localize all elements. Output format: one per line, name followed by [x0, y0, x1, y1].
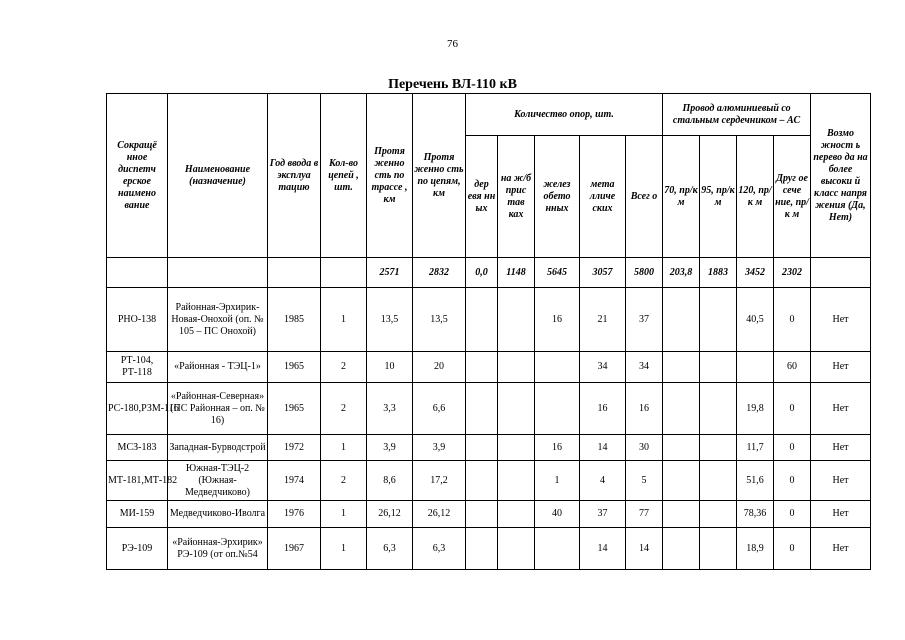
table-title: Перечень ВЛ-110 кВ — [388, 77, 517, 92]
cell-other-section: 60 — [774, 352, 811, 383]
cell-name: Западная-Бурводстрой — [168, 435, 268, 461]
cell-ac120: 78,36 — [737, 501, 774, 528]
header-wooden: дер евя нн ых — [466, 136, 498, 258]
header-metal: мета лличе ских — [580, 136, 626, 258]
totals-cell — [268, 258, 321, 288]
cell-ac70 — [663, 528, 700, 570]
cell-upgrade: Нет — [811, 501, 871, 528]
header-ac120: 120, пр/к м — [737, 136, 774, 258]
cell-ac70 — [663, 288, 700, 352]
totals-cell — [168, 258, 268, 288]
cell-ac95 — [700, 352, 737, 383]
cell-route-length: 6,3 — [367, 528, 413, 570]
cell-route-length: 26,12 — [367, 501, 413, 528]
table-row — [107, 435, 871, 461]
cell-route-length: 3,9 — [367, 435, 413, 461]
cell-rc-attachments — [498, 461, 535, 501]
cell-reinforced-concrete: 16 — [535, 435, 580, 461]
cell-circuit-length: 20 — [413, 352, 466, 383]
cell-reinforced-concrete — [535, 352, 580, 383]
cell-route-length: 8,6 — [367, 461, 413, 501]
cell-ac120: 51,6 — [737, 461, 774, 501]
cell-ac95 — [700, 461, 737, 501]
cell-circuits: 2 — [321, 352, 367, 383]
cell-ac95 — [700, 435, 737, 461]
cell-reinforced-concrete: 1 — [535, 461, 580, 501]
cell-circuit-length: 17,2 — [413, 461, 466, 501]
cell-reinforced-concrete — [535, 383, 580, 435]
cell-rc-attachments — [498, 383, 535, 435]
cell-ac120: 11,7 — [737, 435, 774, 461]
header-reinforced-concrete: желез обето нных — [535, 136, 580, 258]
cell-rc-attachments — [498, 352, 535, 383]
cell-wooden — [466, 501, 498, 528]
cell-route-length: 3,3 — [367, 383, 413, 435]
table-row — [107, 383, 871, 435]
cell-total-supports: 77 — [626, 501, 663, 528]
cell-route-length: 10 — [367, 352, 413, 383]
table-row — [107, 352, 871, 383]
header-route-length: Протя женно сть по трассе , км — [367, 94, 413, 258]
cell-ac120: 19,8 — [737, 383, 774, 435]
cell-circuit-length: 6,3 — [413, 528, 466, 570]
cell-ac120: 40,5 — [737, 288, 774, 352]
cell-abbr: МСЗ-183 — [107, 435, 168, 461]
page-number: 76 — [447, 38, 458, 50]
cell-year: 1967 — [268, 528, 321, 570]
cell-wooden — [466, 435, 498, 461]
cell-circuit-length: 13,5 — [413, 288, 466, 352]
table-row — [107, 288, 871, 352]
cell-metal: 37 — [580, 501, 626, 528]
cell-other-section: 0 — [774, 435, 811, 461]
cell-metal: 16 — [580, 383, 626, 435]
cell-rc-attachments — [498, 288, 535, 352]
cell-circuits: 1 — [321, 288, 367, 352]
cell-ac95 — [700, 501, 737, 528]
cell-rc-attachments — [498, 528, 535, 570]
header-year: Год ввода в эксплуа тацию — [268, 94, 321, 258]
totals-cell: 5800 — [626, 258, 663, 288]
header-upgrade: Возмо жност ь перево да на более высоки й класс напря жения (Да, Нет) — [811, 94, 871, 258]
cell-year: 1972 — [268, 435, 321, 461]
cell-year: 1985 — [268, 288, 321, 352]
totals-cell: 2571 — [367, 258, 413, 288]
cell-abbr: РТ-104, РТ-118 — [107, 352, 168, 383]
cell-total-supports: 5 — [626, 461, 663, 501]
header-abbr: Сокращё нное диспетч ерское наимено вание — [107, 94, 168, 258]
totals-cell: 203,8 — [663, 258, 700, 288]
cell-abbr: РС-180,РЗМ-116 — [107, 383, 168, 435]
cell-rc-attachments — [498, 501, 535, 528]
cell-circuit-length: 6,6 — [413, 383, 466, 435]
cell-upgrade: Нет — [811, 352, 871, 383]
cell-total-supports: 37 — [626, 288, 663, 352]
cell-name: Районная-Эрхирик-Новая-Онохой (оп. № 105 – ПС Онохой) — [168, 288, 268, 352]
cell-circuit-length: 26,12 — [413, 501, 466, 528]
table-row — [107, 528, 871, 570]
cell-reinforced-concrete — [535, 528, 580, 570]
cell-wooden — [466, 352, 498, 383]
cell-wooden — [466, 528, 498, 570]
cell-year: 1974 — [268, 461, 321, 501]
totals-cell: 0,0 — [466, 258, 498, 288]
cell-reinforced-concrete: 16 — [535, 288, 580, 352]
cell-circuits: 1 — [321, 528, 367, 570]
totals-cell: 3452 — [737, 258, 774, 288]
table-row — [107, 501, 871, 528]
header-name: Наименование (назначение) — [168, 94, 268, 258]
totals-cell: 2832 — [413, 258, 466, 288]
cell-metal: 21 — [580, 288, 626, 352]
totals-cell: 2302 — [774, 258, 811, 288]
cell-upgrade: Нет — [811, 288, 871, 352]
cell-year: 1976 — [268, 501, 321, 528]
cell-abbr: РНО-138 — [107, 288, 168, 352]
cell-name: Медведчиково-Иволга — [168, 501, 268, 528]
cell-wooden — [466, 461, 498, 501]
cell-total-supports: 16 — [626, 383, 663, 435]
totals-cell: 1148 — [498, 258, 535, 288]
header-other-section: Друг ое сече ние, пр/к м — [774, 136, 811, 258]
cell-ac70 — [663, 435, 700, 461]
cell-other-section: 0 — [774, 288, 811, 352]
totals-row — [107, 258, 871, 288]
cell-circuits: 1 — [321, 501, 367, 528]
header-ac70: 70, пр/к м — [663, 136, 700, 258]
cell-ac95 — [700, 288, 737, 352]
totals-cell — [811, 258, 871, 288]
cell-ac70 — [663, 501, 700, 528]
lines-table — [106, 93, 871, 570]
cell-abbr: МТ-181,МТ-182 — [107, 461, 168, 501]
header-wire-group: Провод алюминиевый со стальным сердечником – АС — [663, 94, 811, 136]
cell-ac120: 18,9 — [737, 528, 774, 570]
cell-name: Южная-ТЭЦ-2 (Южная-Медведчиково) — [168, 461, 268, 501]
cell-upgrade: Нет — [811, 528, 871, 570]
cell-other-section: 0 — [774, 383, 811, 435]
cell-ac70 — [663, 383, 700, 435]
cell-abbr: РЭ-109 — [107, 528, 168, 570]
cell-metal: 4 — [580, 461, 626, 501]
cell-ac95 — [700, 528, 737, 570]
header-circuit-length: Протя женно сть по цепям, км — [413, 94, 466, 258]
cell-abbr: МИ-159 — [107, 501, 168, 528]
cell-rc-attachments — [498, 435, 535, 461]
cell-circuit-length: 3,9 — [413, 435, 466, 461]
totals-cell: 5645 — [535, 258, 580, 288]
header-total: Всег о — [626, 136, 663, 258]
table-row — [107, 461, 871, 501]
cell-ac70 — [663, 352, 700, 383]
cell-name: «Районная-Эрхирик» РЭ-109 (от оп.№54 — [168, 528, 268, 570]
cell-name: «Районная-Северная» (ПС Районная – оп. № 16) — [168, 383, 268, 435]
cell-other-section: 0 — [774, 501, 811, 528]
cell-name: «Районная - ТЭЦ-1» — [168, 352, 268, 383]
totals-cell: 1883 — [700, 258, 737, 288]
cell-metal: 34 — [580, 352, 626, 383]
cell-wooden — [466, 288, 498, 352]
cell-reinforced-concrete: 40 — [535, 501, 580, 528]
header-supports-group: Количество опор, шт. — [466, 94, 663, 136]
cell-circuits: 2 — [321, 461, 367, 501]
header-ac95: 95, пр/к м — [700, 136, 737, 258]
cell-metal: 14 — [580, 528, 626, 570]
cell-ac70 — [663, 461, 700, 501]
cell-total-supports: 14 — [626, 528, 663, 570]
cell-year: 1965 — [268, 352, 321, 383]
cell-ac95 — [700, 383, 737, 435]
cell-circuits: 1 — [321, 435, 367, 461]
cell-ac120 — [737, 352, 774, 383]
cell-total-supports: 30 — [626, 435, 663, 461]
cell-circuits: 2 — [321, 383, 367, 435]
cell-other-section: 0 — [774, 528, 811, 570]
cell-total-supports: 34 — [626, 352, 663, 383]
totals-cell — [107, 258, 168, 288]
header-circuits-count: Кол-во цепей , шт. — [321, 94, 367, 258]
cell-year: 1965 — [268, 383, 321, 435]
cell-metal: 14 — [580, 435, 626, 461]
cell-upgrade: Нет — [811, 461, 871, 501]
cell-upgrade: Нет — [811, 435, 871, 461]
cell-other-section: 0 — [774, 461, 811, 501]
cell-upgrade: Нет — [811, 383, 871, 435]
header-rc-attachments: на ж/б прис тав ках — [498, 136, 535, 258]
cell-route-length: 13,5 — [367, 288, 413, 352]
cell-wooden — [466, 383, 498, 435]
totals-cell — [321, 258, 367, 288]
totals-cell: 3057 — [580, 258, 626, 288]
